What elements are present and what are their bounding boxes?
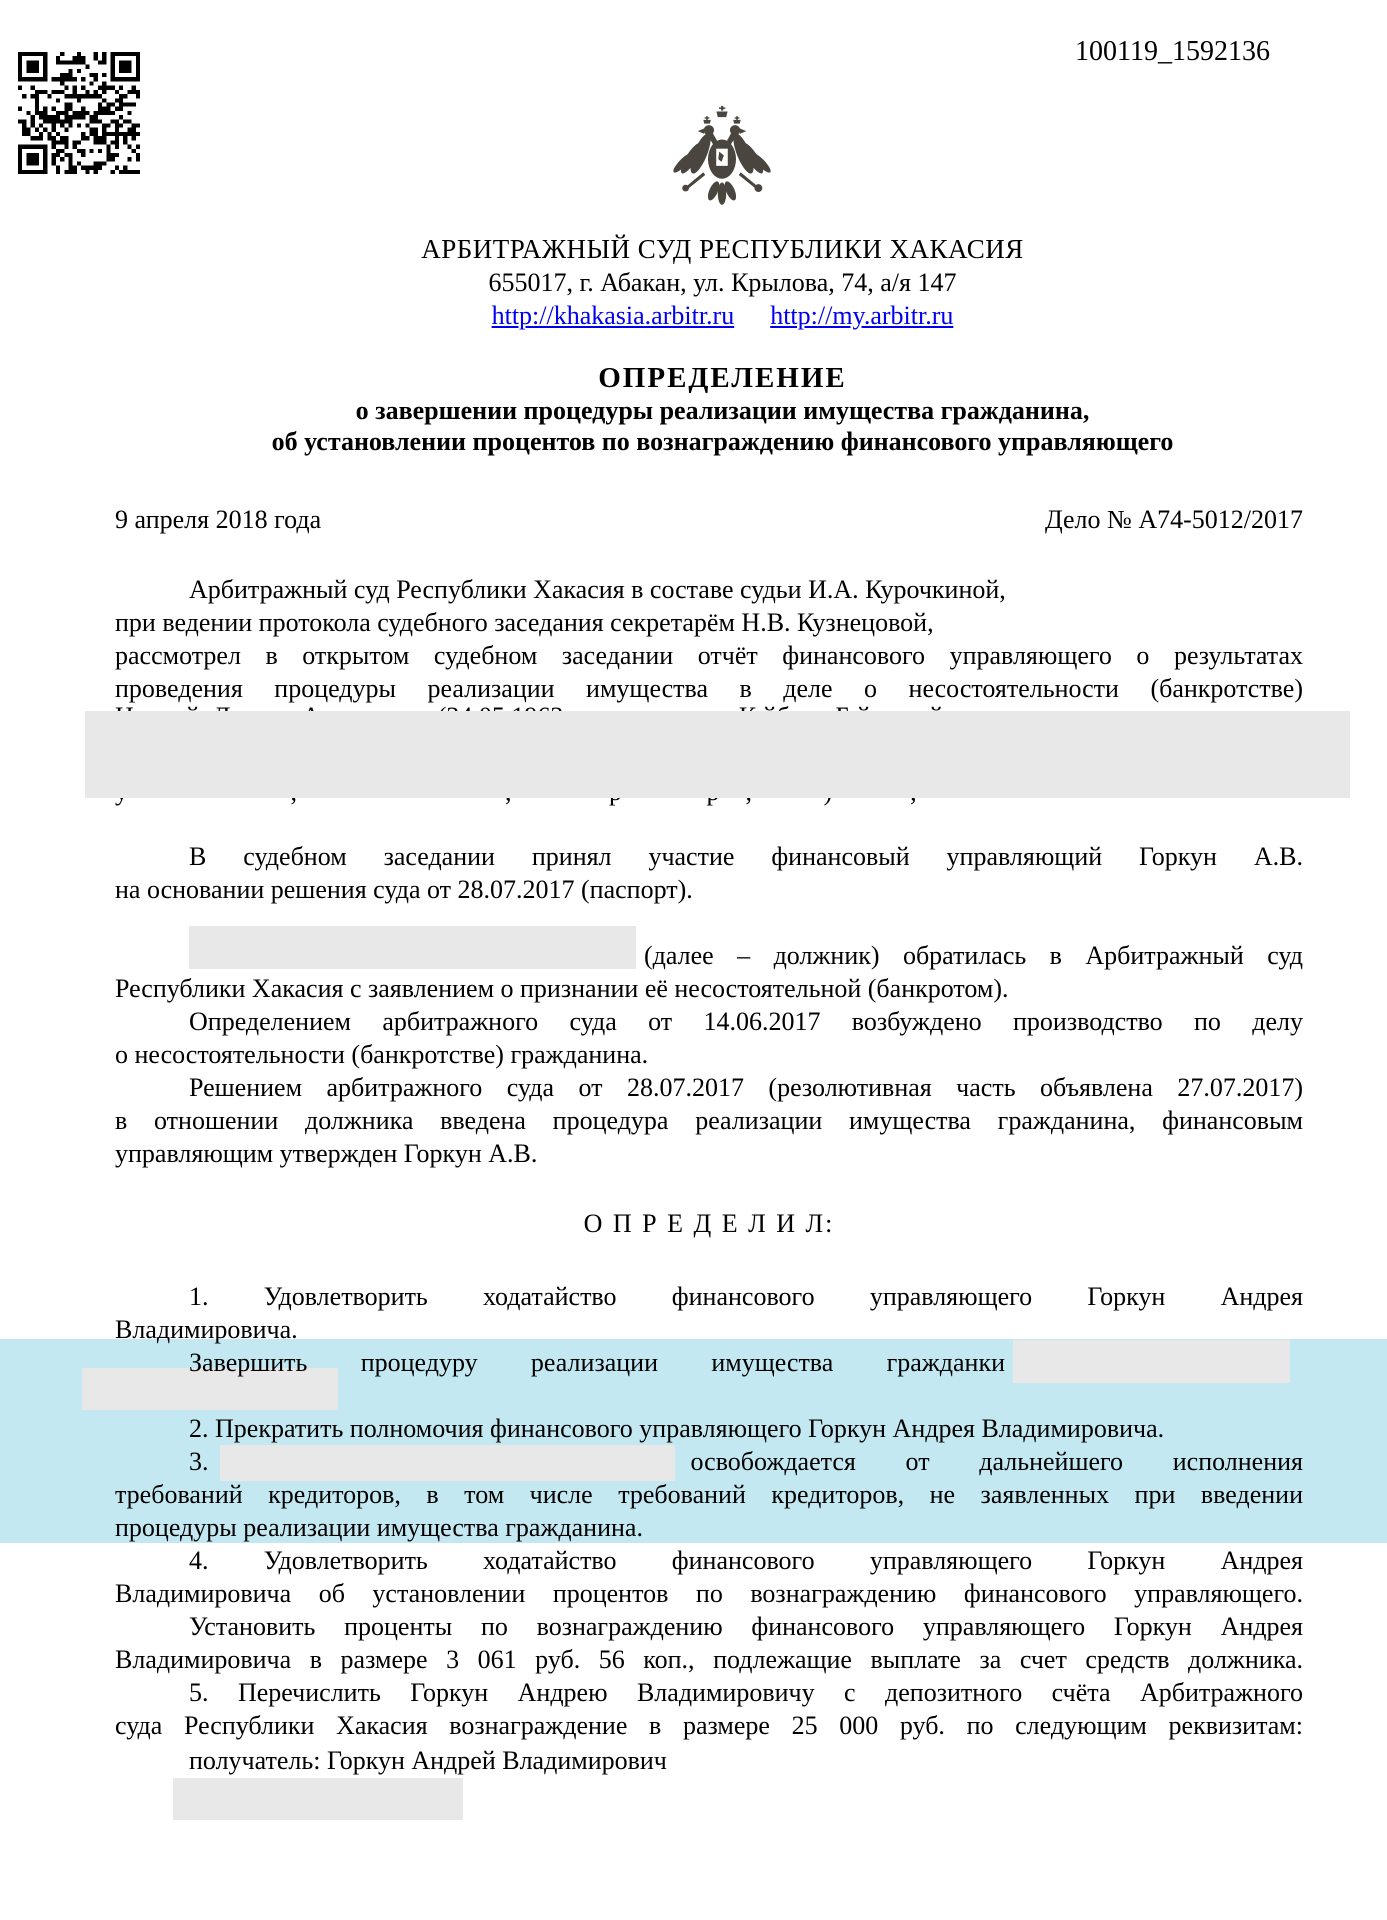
highlight-line-2: 2. Прекратить полномочия финансового управляющего Горкун Андрея Владимировича. — [189, 1414, 1165, 1443]
qr-code — [18, 52, 140, 174]
decision-intro-line-2: в отношении должника введена процедура реализации имущества гражданина, финансовым — [115, 1106, 1303, 1135]
intro-line-3: рассмотрел в открытом судебном заседании отчёт финансового управляющего о результатах — [115, 641, 1303, 670]
document-subtitle-2: об установлении процентов по вознаграждению финансового управляющего — [271, 427, 1174, 456]
case-init-line-1: Определением арбитражного суда от 14.06.2017 возбуждено производство по делу — [189, 1007, 1303, 1036]
decision-intro-line-3: управляющим утвержден Горкун А.В. — [115, 1139, 538, 1168]
intro-line-1: Арбитражный суд Республики Хакасия в составе судьи И.А. Курочкиной, — [189, 575, 1006, 604]
document-subtitle-1: о завершении процедуры реализации имущества гражданина, — [355, 396, 1090, 425]
highlight-line-1: Завершить процедуру реализации имущества гражданки — [189, 1348, 1005, 1377]
item4-line-4: Владимировича в размере 3 061 руб. 56 коп., подлежащие выплате за счет средств должника. — [115, 1645, 1303, 1674]
resolution-heading: О П Р Е Д Е Л И Л: — [583, 1209, 835, 1238]
redaction-box-item3-name — [220, 1445, 675, 1481]
coat-of-arms-eagle-icon — [666, 100, 778, 222]
intro-line-2: при ведении протокола судебного заседания секретарём Н.В. Кузнецовой, — [115, 608, 934, 637]
item4-line-1: 4. Удовлетворить ходатайство финансового управляющего Горкун Андрея — [189, 1546, 1303, 1575]
item5-recipient-line: получатель: Горкун Андрей Владимирович — [189, 1746, 667, 1775]
highlight-line-4: требований кредиторов, в том числе требований кредиторов, не заявленных при введении — [115, 1480, 1303, 1509]
debtor-line-2: Республики Хакасия с заявлением о признании её несостоятельной (банкротом). — [115, 974, 1009, 1003]
item3-line — [115, 1445, 1303, 1481]
redacted-line-bottom-fragment — [115, 798, 1303, 807]
hearing-line-1: В судебном заседании принял участие финансовый управляющий Горкун А.В. — [189, 842, 1303, 871]
item4-line-3: Установить проценты по вознаграждению финансового управляющего Горкун Андрея — [189, 1612, 1303, 1641]
case-number: Дело № А74-5012/2017 — [1044, 505, 1303, 534]
highlight-line-5: процедуры реализации имущества гражданина. — [115, 1513, 643, 1542]
case-init-line-2: о несостоятельности (банкротстве) гражданина. — [115, 1040, 649, 1069]
item4-line-2: Владимировича об установлении процентов по вознаграждению финансового управляющего. — [115, 1579, 1303, 1608]
debtor-line-1: (далее – должник) обратилась в Арбитражный суд — [644, 941, 1303, 970]
my-arbitr-link[interactable]: http://my.arbitr.ru — [770, 301, 954, 330]
item5-line-1: 5. Перечислить Горкун Андрею Владимировичу с депозитного счёта Арбитражного — [189, 1678, 1303, 1707]
document-date: 9 апреля 2018 года — [115, 505, 322, 534]
item3-text: освобождается от дальнейшего исполнения — [690, 1447, 1303, 1476]
redaction-box-bank-details — [173, 1778, 463, 1820]
item1-line-2: Владимировича. — [115, 1315, 298, 1344]
decision-intro-line-1: Решением арбитражного суда от 28.07.2017 (резолютивная часть объявлена 27.07.2017) — [189, 1073, 1303, 1102]
item5-line-2: суда Республики Хакасия вознаграждение в размере 25 000 руб. по следующим реквизитам: — [115, 1711, 1303, 1740]
redaction-box-personal-data — [85, 711, 1350, 798]
date-case-row — [115, 503, 1303, 536]
court-name: АРБИТРАЖНЫЙ СУД РЕСПУБЛИКИ ХАКАСИЯ — [421, 234, 1024, 264]
item1-line-1: 1. Удовлетворить ходатайство финансового управляющего Горкун Андрея — [189, 1282, 1303, 1311]
hearing-line-2: на основании решения суда от 28.07.2017 (паспорт). — [115, 875, 693, 904]
document-type-title: ОПРЕДЕЛЕНИЕ — [598, 362, 847, 394]
intro-line-4: проведения процедуры реализации имущества в деле о несостоятельности (банкротстве) — [115, 674, 1303, 703]
court-site-link[interactable]: http://khakasia.arbitr.ru — [491, 301, 735, 330]
court-address: 655017, г. Абакан, ул. Крылова, 74, а/я 147 — [488, 268, 957, 297]
item3-number: 3. — [189, 1447, 209, 1476]
court-links-row — [115, 301, 1330, 331]
document-number: 100119_1592136 — [1075, 36, 1270, 67]
